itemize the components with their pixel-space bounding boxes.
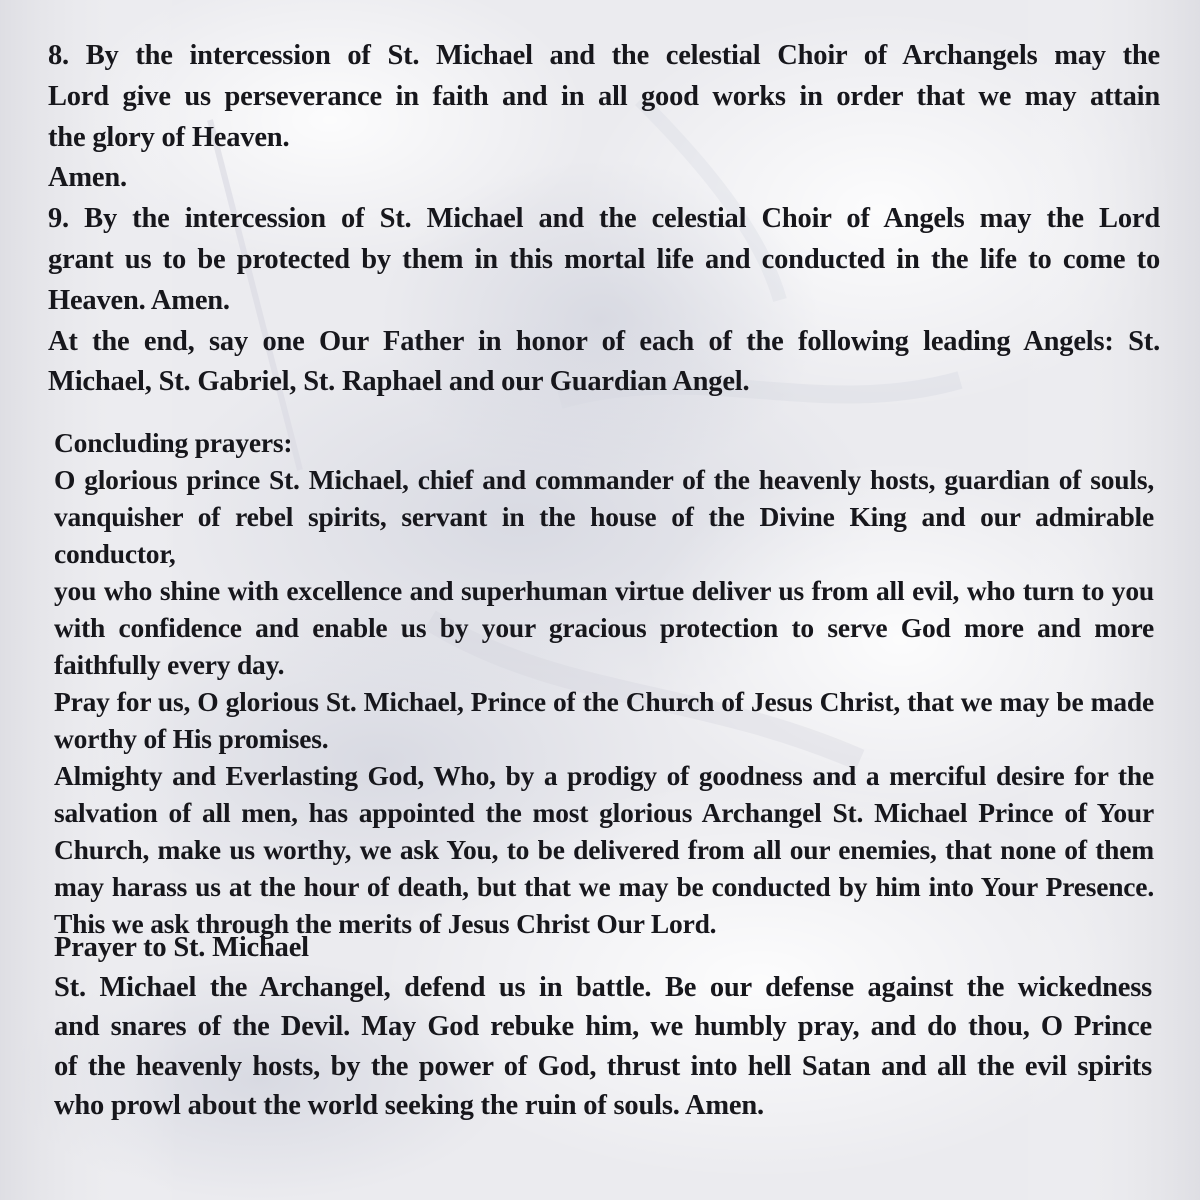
concluding-line-6: Pray for us, O glorious St. Michael, Prince of the Church of Jesus Christ, that we may be made (54, 686, 1154, 717)
concluding-line-5: faithfully every day. (54, 649, 285, 680)
prayer-line-2: and snares of the Devil. May God rebuke him, we humbly pray, and do thou, O Prince (54, 1011, 1152, 1042)
intercession-8-line-2: Lord give us perseverance in faith and in all good works in order that we may attain (48, 80, 1160, 112)
concluding-prayers-section (54, 424, 1154, 942)
intercessions-section (48, 36, 1160, 403)
concluding-line-4: with confidence and enable us by your gracious protection to serve God more and more (54, 612, 1154, 643)
concluding-line-10: Church, make us worthy, we ask You, to be delivered from all our enemies, that none of them (54, 834, 1154, 865)
prayer-heading: Prayer to St. Michael (54, 932, 309, 963)
prayer-line-1: St. Michael the Archangel, defend us in battle. Be our defense against the wickedness (54, 971, 1152, 1003)
concluding-line-8: Almighty and Everlasting God, Who, by a prodigy of goodness and a merciful desire for the (54, 760, 1154, 791)
intercession-9-line-3: Heaven. Amen. (48, 284, 230, 316)
intercession-8-line-3: the glory of Heaven. (48, 121, 290, 153)
intercession-9-line-1: 9. By the intercession of St. Michael and the celestial Choir of Angels may the Lord (48, 203, 1160, 235)
instruction-line-2: Michael, St. Gabriel, St. Raphael and our Guardian Angel. (48, 366, 750, 398)
concluding-line-2: vanquisher of rebel spirits, servant in the house of the Divine King and our admirable conductor, (54, 501, 1154, 569)
concluding-line-9: salvation of all men, has appointed the most glorious Archangel St. Michael Prince of Your (54, 797, 1154, 828)
concluding-line-1: O glorious prince St. Michael, chief and commander of the heavenly hosts, guardian of souls, (54, 464, 1154, 495)
instruction-line-1: At the end, say one Our Father in honor of each of the following leading Angels: St. (48, 325, 1160, 357)
intercession-8-amen: Amen. (48, 162, 127, 194)
prayer-line-3: of the heavenly hosts, by the power of God, thrust into hell Satan and all the evil spirits (54, 1050, 1152, 1082)
intercession-9-line-2: grant us to be protected by them in this mortal life and conducted in the life to come to (48, 243, 1160, 275)
concluding-line-3: you who shine with excellence and superhuman virtue deliver us from all evil, who turn to you (54, 575, 1154, 606)
concluding-line-12: This we ask through the merits of Jesus Christ Our Lord. (54, 908, 717, 939)
concluding-prayers-heading: Concluding prayers: (54, 427, 293, 458)
intercession-8-line-1: 8. By the intercession of St. Michael and the celestial Choir of Archangels may the (48, 40, 1160, 71)
prayer-to-st-michael-section (54, 928, 1152, 1126)
prayer-line-4: who prowl about the world seeking the ruin of souls. Amen. (54, 1090, 764, 1121)
concluding-line-7: worthy of His promises. (54, 723, 329, 754)
concluding-line-11: may harass us at the hour of death, but that we may be conducted by him into Your Presence. (54, 871, 1154, 902)
